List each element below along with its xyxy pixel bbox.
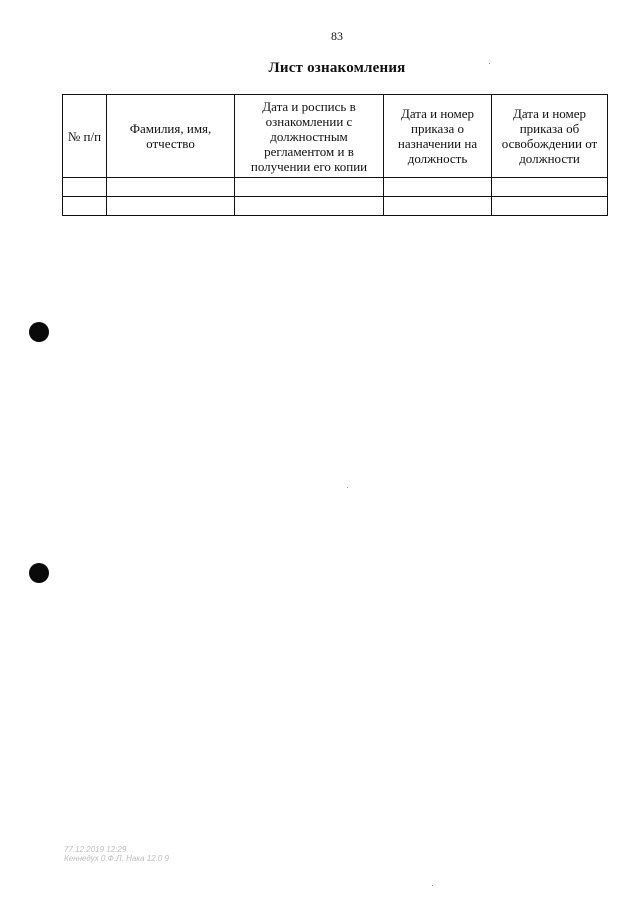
table-row: [63, 178, 608, 197]
table-cell: [63, 178, 107, 197]
scan-speck: [489, 63, 490, 64]
table-cell: [492, 197, 608, 216]
page-number: 83: [331, 29, 343, 43]
header-appointment-order: Дата и номер приказа о назначении на должность: [384, 95, 492, 178]
header-signature-date: Дата и роспись в ознакомлении с должностным регламентом и в получении его копии: [235, 95, 384, 178]
table-header-row: [63, 95, 608, 178]
table-cell: [235, 178, 384, 197]
scan-stamp-line: Кеннедух 0.Ф.Л. Нака 12.0 9: [64, 854, 169, 863]
table-cell: [107, 197, 235, 216]
table-cell: [107, 178, 235, 197]
header-number: № п/п: [63, 95, 107, 178]
scan-speck: [347, 487, 348, 488]
table-row: [63, 197, 608, 216]
scan-stamp-line: 77.12.2019 12:29: [64, 845, 127, 854]
table-cell: [63, 197, 107, 216]
punch-hole: [29, 322, 49, 342]
table-cell: [384, 178, 492, 197]
table-cell: [492, 178, 608, 197]
page-title: Лист ознакомления: [268, 60, 406, 76]
header-dismissal-order: Дата и номер приказа об освобождении от должности: [492, 95, 608, 178]
header-full-name: Фамилия, имя, отчество: [107, 95, 235, 178]
acknowledgement-table: [62, 94, 608, 216]
table-cell: [384, 197, 492, 216]
punch-hole: [29, 563, 49, 583]
scan-stamp: [64, 845, 169, 863]
scan-speck: [432, 885, 433, 886]
table-cell: [235, 197, 384, 216]
